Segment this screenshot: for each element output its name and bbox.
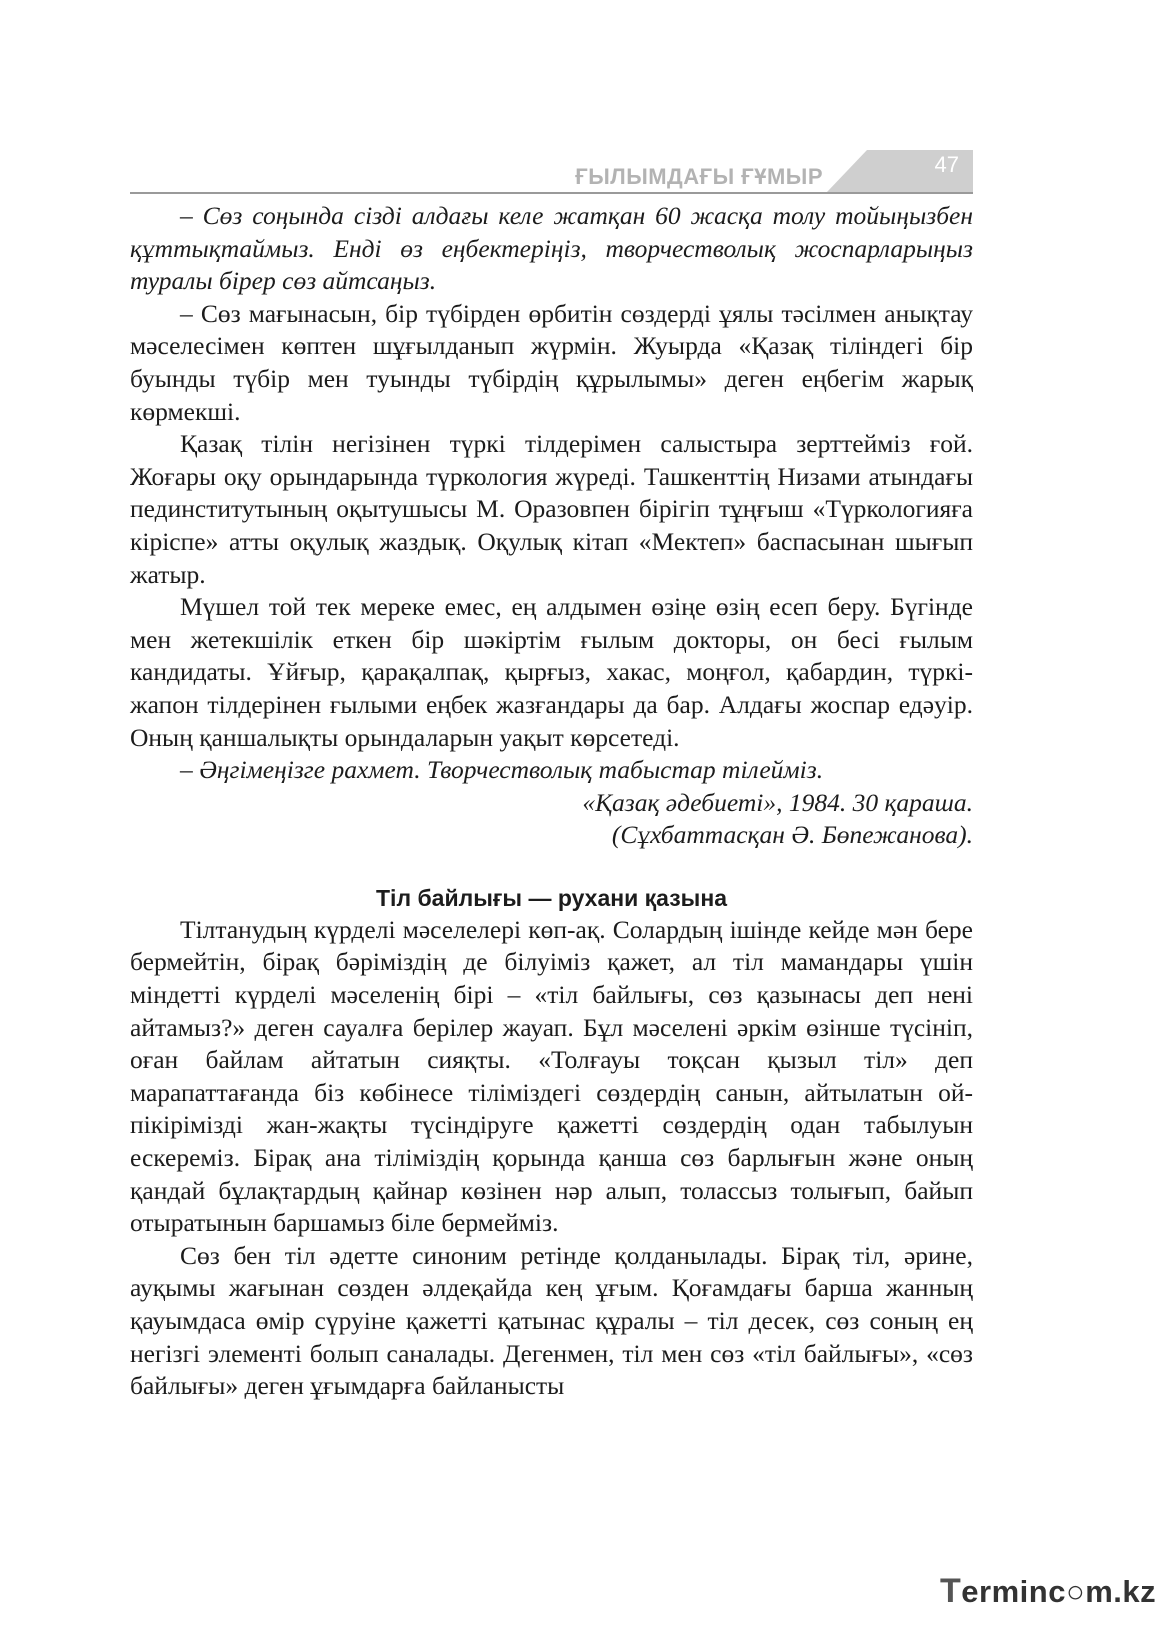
body-paragraph: Тілтанудың күрделі мәселелері көп-ақ. Солардың ішінде кейде мән бере бермейтін, бірақ бәріміздің де білуіміз қажет, ал тіл мамандары үшін міндетті күрделі мәселенің бірі – «тіл байлығы, сөз қазынасы деп нені айтамыз?» деген сауалға берілер жауап. Бұл мәселені әркім өзінше түсініп, оған байлам айтатын сияқты. «Толғауы тоқсан қызыл тіл» деп марапаттағанда біз көбінесе тіліміздегі сөздердің санын, айтылатын ой-пікірімізді жан-жақты түсіндіруге қажетті сөздердің одан табылуын ескереміз. Бірақ ана тіліміздің қорында қанша сөз барлығын және оның қандай бұлақтардың қайнар көзінен нәр алып, толассыз толығып, байып отыратынын баршамыз біле бермейміз. [130, 914, 973, 1238]
body-paragraph: Сөз бен тіл әдетте синоним ретінде қолданылады. Бірақ тіл, әрине, ауқымы жағынан сөзден әлдеқайда кең ұғым. Қоғамдағы барша жанның қауымдаса өмір сүруіне қажетті қатынас құралы – тіл десек, сөз соның ең негізгі элементі болып саналады. Дегенмен, тіл мен сөз «тіл байлығы», «сөз байлығы» деген ұғымдарға байланысты [130, 1240, 973, 1401]
interview-question: – Сөз соңында сізді алдағы келе жатқан 60 жасқа толу тойыңызбен құттықтаймыз. Енді өз еңбектеріңіз, творчестволық жоспарларыңыз туралы бірер сөз айтсаңыз. [130, 201, 973, 296]
body-paragraph: Қазақ тілін негізінен түркі тілдерімен салыстыра зерттейміз ғой. Жоғары оқу орындарында түркология жүреді. Ташкенттің Низами атындағы пединститутының оқытушысы М. Оразовпен бірігіп тұңғыш «Түркологияға кіріспе» атты оқулық жаздық. Оқулық кітап «Мектеп» баспасынан шығып жатыр. [130, 429, 973, 589]
watermark-logo: Terminc○m.kz [940, 1572, 1157, 1610]
body-paragraph: – Сөз мағынасын, бір түбірден өрбитін сөздерді ұялы тәсілмен анықтау мәселесімен көптен шұғылданып жүрмін. Жуырда «Қазақ тіліндегі бір буынды түбір мен туынды түбірдің құрылымы» деген еңбегім жарық көрмекші. [130, 298, 973, 426]
magnifier-icon: ○ [1065, 1574, 1086, 1609]
section-title: Тіл байлығы — рухани қазына [376, 884, 727, 911]
running-title: ҒЫЛЫМДАҒЫ ҒҰМЫР [575, 164, 823, 189]
source-citation: «Қазақ әдебиеті», 1984. 30 қараша. [582, 787, 973, 817]
interview-closing: – Әңгімеңізге рахмет. Творчестволық табыстар тілейміз. [180, 755, 824, 785]
header-rule [130, 192, 973, 194]
page-number: 47 [934, 152, 959, 177]
running-header [130, 150, 973, 198]
body-paragraph: Мүшел той тек мереке емес, ең алдымен өзіңе өзің есеп беру. Бүгінде мен жетекшілік еткен бір шәкіртім ғылым докторы, он бесі ғылым кандидаты. Ұйғыр, қарақалпақ, қырғыз, хакас, моңғол, қабардин, түркі-жапон тілдерінен ғылыми еңбек жазғандары да бар. Алдағы жоспар едәуір. Оның қаншалықты орындаларын уақыт көрсетеді. [130, 592, 973, 752]
interviewer-credit: (Сұхбаттасқан Ә. Бөпежанова). [611, 820, 973, 850]
page-body [130, 200, 973, 1403]
